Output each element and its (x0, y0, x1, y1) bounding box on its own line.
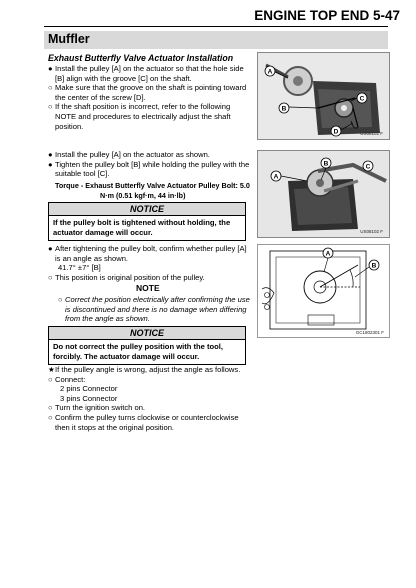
callout-b: B (323, 160, 329, 168)
step-text: If the shaft position is incorrect, refer to the following (55, 102, 231, 112)
note-heading: NOTE (136, 283, 160, 293)
step-text: Connect: (55, 374, 86, 384)
step-text: Turn the ignition switch on. (55, 403, 146, 413)
text-block-1: ● Install the pulley [A] on the actuator so that the hole side [B] align with the groove [C] on the shaft. ○ Make sure that the groove on the shaft is pointing toward the center of the screw [D]. ○ If the shaft position is incorrect, refer to the following NOTE and procedures to electrically adjust the shaft position. (48, 64, 247, 131)
section-bar (44, 31, 388, 49)
pulley-angle-drawing (258, 245, 389, 337)
notice-body (49, 216, 245, 240)
notice-heading: NOTICE (49, 203, 245, 216)
note-text: is discontinued and there is no damage when differing (65, 304, 247, 314)
figure-actuator-pulley-alignment (257, 52, 390, 140)
note-text: from the angle as shown. (65, 314, 150, 324)
figure-code: GC1802301 F (355, 330, 384, 335)
step-text: Tighten the pulley bolt [B] while holding the pulley with the (55, 159, 250, 169)
step-text: Make sure that the groove on the shaft is pointing toward (55, 83, 247, 93)
text-block-4: ★ If the pulley angle is wrong, adjust the angle as follows. ○ Connect: 2 pins Connector 3 pins Connector ○ Turn the ignition switch on. ○ Confirm the pulley turns clockwise or counterclockwise then it stops at the original position. (48, 365, 241, 432)
step-text: is an angle as shown. (55, 253, 129, 263)
step-text: position. (55, 121, 84, 131)
notice-line: If the pulley bolt is tightened without holding, the (53, 218, 231, 227)
step-text: Confirm the pulley turns clockwise or counterclockwise (55, 413, 239, 422)
step-text: NOTE and procedures to electrically adjust the shaft (55, 112, 231, 121)
angle-spec: 41.7° ±7° [B] (58, 263, 101, 273)
callout-b: B (281, 105, 287, 113)
figure-pulley-angle-diagram (257, 244, 390, 338)
callout-a: A (267, 68, 273, 76)
callout-a: A (325, 250, 331, 258)
step-text: This position is original position of the pulley. (55, 272, 205, 282)
connector-item: 3 pins Connector (60, 393, 118, 403)
step-text: After tightening the pulley bolt, confirm whether pulley [A] (55, 244, 247, 253)
callout-b: B (371, 262, 377, 270)
header-rule (44, 26, 388, 27)
subsection-title: Exhaust Butterfly Valve Actuator Installation (48, 53, 234, 63)
step-text: suitable tool [C]. (55, 169, 110, 179)
notice-box-1 (48, 202, 246, 241)
step-text: Install the pulley [A] on the actuator so that the hole side (55, 64, 244, 73)
actuator-photo-illustration (258, 53, 389, 139)
note-text: Correct the position electrically after confirming the use (65, 295, 250, 304)
callout-c: C (359, 95, 365, 103)
callout-c: C (365, 163, 371, 171)
text-block-3: ● After tightening the pulley bolt, confirm whether pulley [A] is an angle as shown. 41.7° ±7° [B] ○ This position is original position of the pulley. NOTE ○ Correct the position electrically after confirming the use is discontinued and there is no damage when differing from the angle as shown. (48, 244, 250, 324)
notice-box-2 (48, 326, 246, 365)
text-block-2: ● Install the pulley [A] on the actuator as shown. ● Tighten the pulley bolt [B] while holding the pulley with the suitable tool [C]. Torque - Exhaust Butterfly Valve Actuator Pulley Bolt: 5.0 N·m (0.51 kgf·m, 44 in·lb) (48, 150, 250, 200)
notice-line: forcibly. The actuator damage will occur. (53, 351, 200, 361)
step-text: the center of the screw [D]. (55, 92, 146, 102)
callout-a: A (273, 173, 279, 181)
step-text: then it stops at the original position. (55, 422, 175, 432)
pulley-tool-photo-illustration (258, 151, 389, 237)
torque-spec: Torque - Exhaust Butterfly Valve Actuator Pulley Bolt: 5.0 (55, 181, 250, 190)
step-text: [B] align with the groove [C] on the shaft. (55, 73, 192, 83)
figure-pulley-bolt-tightening (257, 150, 390, 238)
step-text: Install the pulley [A] on the actuator as shown. (55, 150, 210, 159)
figure-code: US08102 F (360, 229, 383, 234)
page-header: ENGINE TOP END 5-47 (254, 8, 400, 23)
connector-item: 2 pins Connector (60, 384, 118, 394)
figure-code: US08102 F (360, 131, 383, 136)
callout-d: D (333, 128, 339, 136)
notice-line: actuator damage will occur. (53, 227, 153, 237)
torque-value: N·m (0.51 kgf·m, 44 in·lb) (100, 190, 186, 200)
section-title: Muffler (48, 32, 90, 46)
step-text: If the pulley angle is wrong, adjust the angle as follows. (55, 365, 241, 374)
notice-heading: NOTICE (49, 327, 245, 340)
notice-body (49, 340, 245, 364)
notice-line: Do not correct the pulley position with the tool, (53, 342, 224, 351)
